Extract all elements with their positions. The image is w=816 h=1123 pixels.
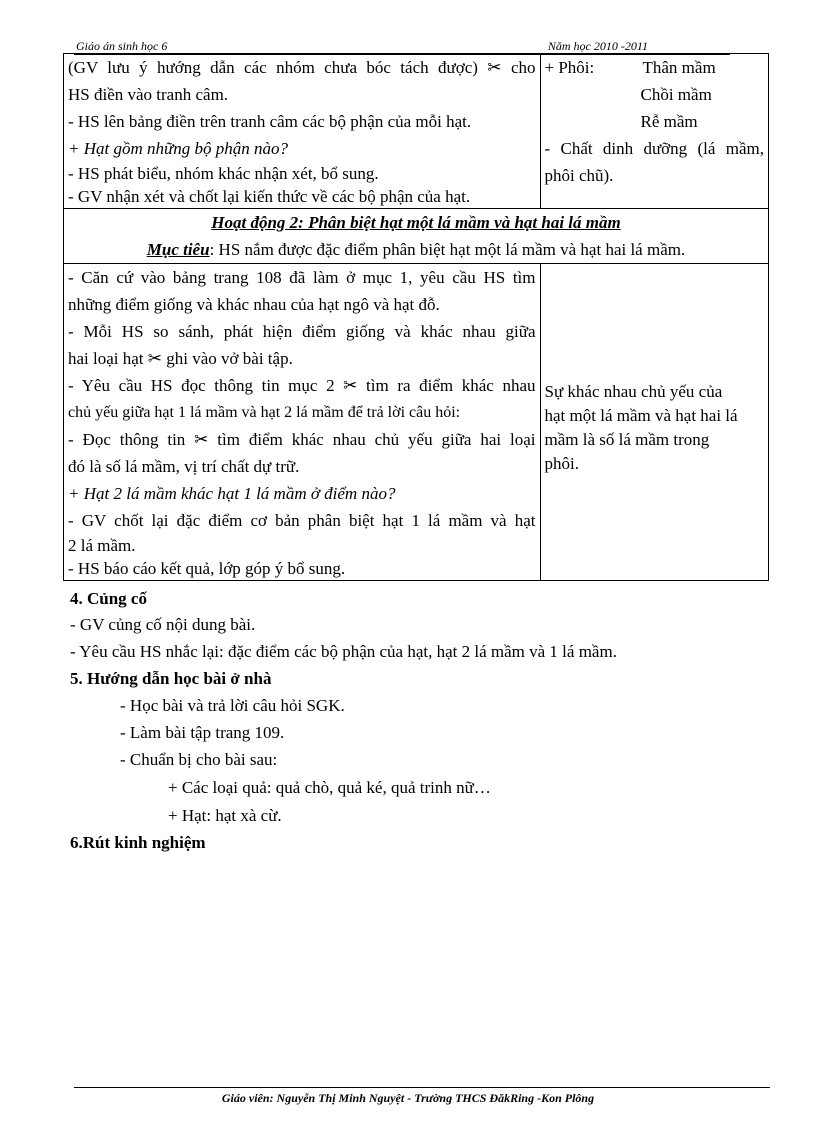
question-line: + Hạt 2 lá mầm khác hạt 1 lá mầm ở điểm nào? <box>68 484 396 503</box>
consolidation-heading: 4. Củng cố <box>70 589 147 608</box>
experience-heading: 6.Rút kinh nghiệm <box>70 833 206 852</box>
text-line: chủ yếu giữa hạt 1 lá mầm và hạt 2 lá mầm để trả lời câu hỏi: <box>68 404 461 421</box>
text-line: - GV nhận xét và chốt lại kiến thức về các bộ phận của hạt. <box>68 187 471 206</box>
goal-label: Mục tiêu <box>146 240 210 259</box>
text-line: 2 lá mầm. <box>68 536 136 555</box>
text-line: - HS báo cáo kết quả, lớp góp ý bổ sung. <box>68 559 346 578</box>
summary-line: phôi. <box>544 454 579 473</box>
text-line: - Căn cứ vào bảng trang 108 đã làm ở mục 1, yêu cầu HS tìm <box>68 268 536 287</box>
footer-rule <box>74 1087 770 1088</box>
text-line: đó là số lá mầm, vị trí chất dự trữ. <box>68 457 300 476</box>
text-line: hai loại hạt ✂ ghi vào vở bài tập. <box>68 349 293 368</box>
text-line: - Mỗi HS so sánh, phát hiện điểm giống và khác nhau giữa <box>68 322 536 341</box>
section2-left-cell <box>64 264 541 581</box>
homework-heading: 5. Hướng dẫn học bài ở nhà <box>70 669 272 688</box>
header-subject: Giáo án sinh học 6 <box>76 39 168 53</box>
consolidation-line: - Yêu cầu HS nhắc lại: đặc điểm các bộ phận của hạt, hạt 2 lá mầm và 1 lá mầm. <box>70 642 617 661</box>
lesson-table <box>63 53 769 581</box>
header-school-year: Năm học 2010 -2011 <box>547 39 648 53</box>
homework-line: - Làm bài tập trang 109. <box>120 723 285 742</box>
table-row-section1 <box>64 54 769 209</box>
homework-sub-line: + Hạt: hạt xà cừ. <box>168 806 282 825</box>
text-line: - HS lên bảng điền trên tranh câm các bộ phận của mỗi hạt. <box>68 112 472 131</box>
summary-line: hạt một lá mầm và hạt hai lá <box>544 406 738 425</box>
embryo-label: + Phôi: <box>544 58 595 77</box>
text-line: - HS phát biểu, nhóm khác nhận xét, bổ sung. <box>68 164 379 183</box>
section1-left-cell <box>64 54 541 209</box>
embryo-row <box>545 54 765 81</box>
summary-line: Sự khác nhau chủ yếu của <box>544 382 723 401</box>
activity2-cell <box>64 209 769 264</box>
summary-line: mầm là số lá mầm trong <box>544 430 710 449</box>
section2-right-cell <box>540 264 769 581</box>
consolidation-line: - GV củng cố nội dung bài. <box>70 615 256 634</box>
goal-text: : HS nắm được đặc điểm phân biệt hạt một lá mầm và hạt hai lá mầm. <box>209 240 686 259</box>
nutrient-text: - Chất dinh dưỡng (lá mầm, phôi chũ). <box>544 139 764 185</box>
embryo-item: Chồi mầm <box>640 85 712 104</box>
table-row-section2 <box>64 264 769 581</box>
question-line: + Hạt gồm những bộ phận nào? <box>68 139 289 158</box>
text-line: - Đọc thông tin ✂ tìm điểm khác nhau chủ yếu giữa hai loại <box>68 430 536 449</box>
page-footer: Giáo viên: Nguyễn Thị Minh Nguyệt - Trường THCS ĐăkRing -Kon Plông <box>221 1091 595 1105</box>
activity2-title: Hoạt động 2: Phân biệt hạt một lá mầm và hạt hai lá mầm <box>211 213 621 232</box>
homework-sub-line: + Các loại quả: quả chò, quả ké, quả trinh nữ… <box>168 778 491 797</box>
text-line: - GV chốt lại đặc điểm cơ bản phân biệt hạt 1 lá mầm và hạt <box>68 511 536 530</box>
table-row-activity2 <box>64 209 769 264</box>
homework-line: - Học bài và trả lời câu hỏi SGK. <box>120 696 345 715</box>
difference-summary <box>545 368 765 476</box>
embryo-item: Thân mầm <box>642 58 716 77</box>
embryo-item: Rễ mầm <box>640 112 698 131</box>
text-line: (GV lưu ý hướng dẫn các nhóm chưa bóc tách được) ✂ cho <box>68 58 536 77</box>
section1-right-cell <box>540 54 769 209</box>
text-line: - Yêu cầu HS đọc thông tin mục 2 ✂ tìm ra điểm khác nhau <box>68 376 536 395</box>
text-line: HS điền vào tranh câm. <box>68 85 229 104</box>
text-line: những điểm giống và khác nhau của hạt ngô và hạt đỗ. <box>68 295 440 314</box>
homework-line: - Chuẩn bị cho bài sau: <box>120 750 278 769</box>
activity2-goal <box>68 236 764 263</box>
